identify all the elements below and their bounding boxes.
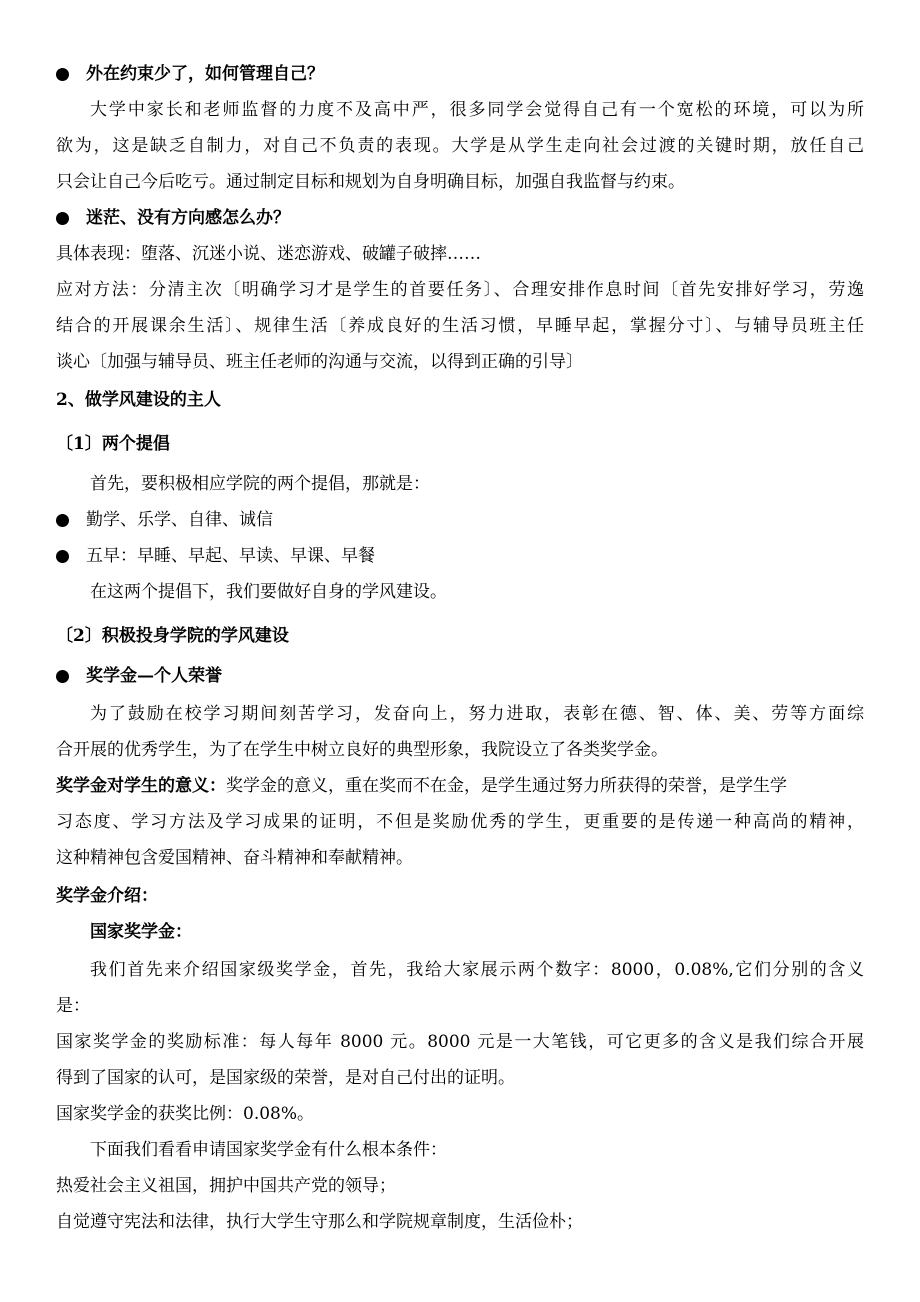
section-heading-scholarship: 奖学金—个人荣誉 bbox=[86, 666, 222, 686]
paragraph-line: 首先，要积极相应学院的两个提倡，那就是： bbox=[90, 474, 430, 494]
paragraph-line: 欲为，这是缺乏自制力，对自己不负责的表现。大学是从学生走向社会过渡的关键时期，放任自己 bbox=[56, 136, 864, 156]
bullet-icon bbox=[56, 550, 69, 563]
paragraph-line: 这种精神包含爱国精神、奋斗精神和奉献精神。 bbox=[56, 848, 413, 868]
paragraph-line: 为了鼓励在校学习期间刻苦学习，发奋向上，努力进取，表彰在德、智、体、美、劳等方面综 bbox=[90, 704, 864, 724]
subsection-title: 国家奖学金： bbox=[90, 922, 192, 942]
subsection-title: 〔1〕两个提倡 bbox=[56, 434, 170, 454]
paragraph-line: 在这两个提倡下，我们要做好自身的学风建设。 bbox=[90, 582, 447, 602]
bullet-icon bbox=[56, 514, 69, 527]
list-item: 五早：早睡、早起、早读、早课、早餐 bbox=[86, 546, 375, 566]
paragraph-line: 应对方法：分清主次〔明确学习才是学生的首要任务〕、合理安排作息时间〔首先安排好学习，劳逸 bbox=[56, 280, 864, 300]
paragraph-line: 大学中家长和老师监督的力度不及高中严，很多同学会觉得自己有一个宽松的环境，可以为所 bbox=[90, 100, 864, 120]
paragraph-line: 结合的开展课余生活〕、规律生活〔养成良好的生活习惯，早睡早起，掌握分寸〕、与辅导员班主任 bbox=[56, 316, 864, 336]
inline-label: 奖学金对学生的意义： bbox=[56, 776, 226, 796]
subsection-title: 〔2〕积极投身学院的学风建设 bbox=[56, 626, 289, 646]
paragraph-line: 习态度、学习方法及学习成果的证明，不但是奖励优秀的学生，更重要的是传递一种高尚的精神， bbox=[56, 812, 864, 832]
paragraph-line: 热爱社会主义祖国，拥护中国共产党的领导； bbox=[56, 1176, 396, 1196]
paragraph-line: 国家奖学金的奖励标准：每人每年 8000 元。8000 元是一大笔钱，可它更多的含义是我们综合开展 bbox=[56, 1032, 864, 1052]
paragraph-line: 我们首先来介绍国家级奖学金，首先，我给大家展示两个数字：8000，0.08%,它们分别的含义 bbox=[90, 960, 864, 980]
paragraph-line: 合开展的优秀学生，为了在学生中树立良好的典型形象，我院设立了各类奖学金。 bbox=[56, 740, 668, 760]
section-title: 奖学金介绍： bbox=[56, 886, 158, 906]
paragraph-line: 只会让自己今后吃亏。通过制定目标和规划为自身明确目标，加强自我监督与约束。 bbox=[56, 172, 685, 192]
paragraph-line bbox=[56, 774, 787, 798]
section-heading-confusion: 迷茫、没有方向感怎么办？ bbox=[86, 208, 290, 228]
bullet-icon bbox=[56, 212, 69, 225]
bullet-icon bbox=[56, 68, 69, 81]
inline-text: 奖学金的意义，重在奖而不在金，是学生通过努力所获得的荣誉，是学生学 bbox=[226, 776, 787, 796]
paragraph-line: 国家奖学金的获奖比例：0.08%。 bbox=[56, 1104, 315, 1124]
paragraph-line: 谈心〔加强与辅导员、班主任老师的沟通与交流，以得到正确的引导〕 bbox=[56, 352, 583, 372]
list-item: 勤学、乐学、自律、诚信 bbox=[86, 510, 273, 530]
section-heading-self-management: 外在约束少了，如何管理自己？ bbox=[86, 64, 324, 84]
paragraph-line: 是： bbox=[56, 996, 90, 1016]
section-title: 2、做学风建设的主人 bbox=[56, 390, 221, 410]
paragraph-line: 具体表现：堕落、沉迷小说、迷恋游戏、破罐子破摔…… bbox=[56, 244, 481, 264]
paragraph-line: 得到了国家的认可，是国家级的荣誉，是对自己付出的证明。 bbox=[56, 1068, 515, 1088]
paragraph-line: 下面我们看看申请国家奖学金有什么根本条件： bbox=[90, 1140, 447, 1160]
bullet-icon bbox=[56, 670, 69, 683]
paragraph-line: 自觉遵守宪法和法律，执行大学生守那么和学院规章制度，生活俭朴； bbox=[56, 1212, 583, 1232]
